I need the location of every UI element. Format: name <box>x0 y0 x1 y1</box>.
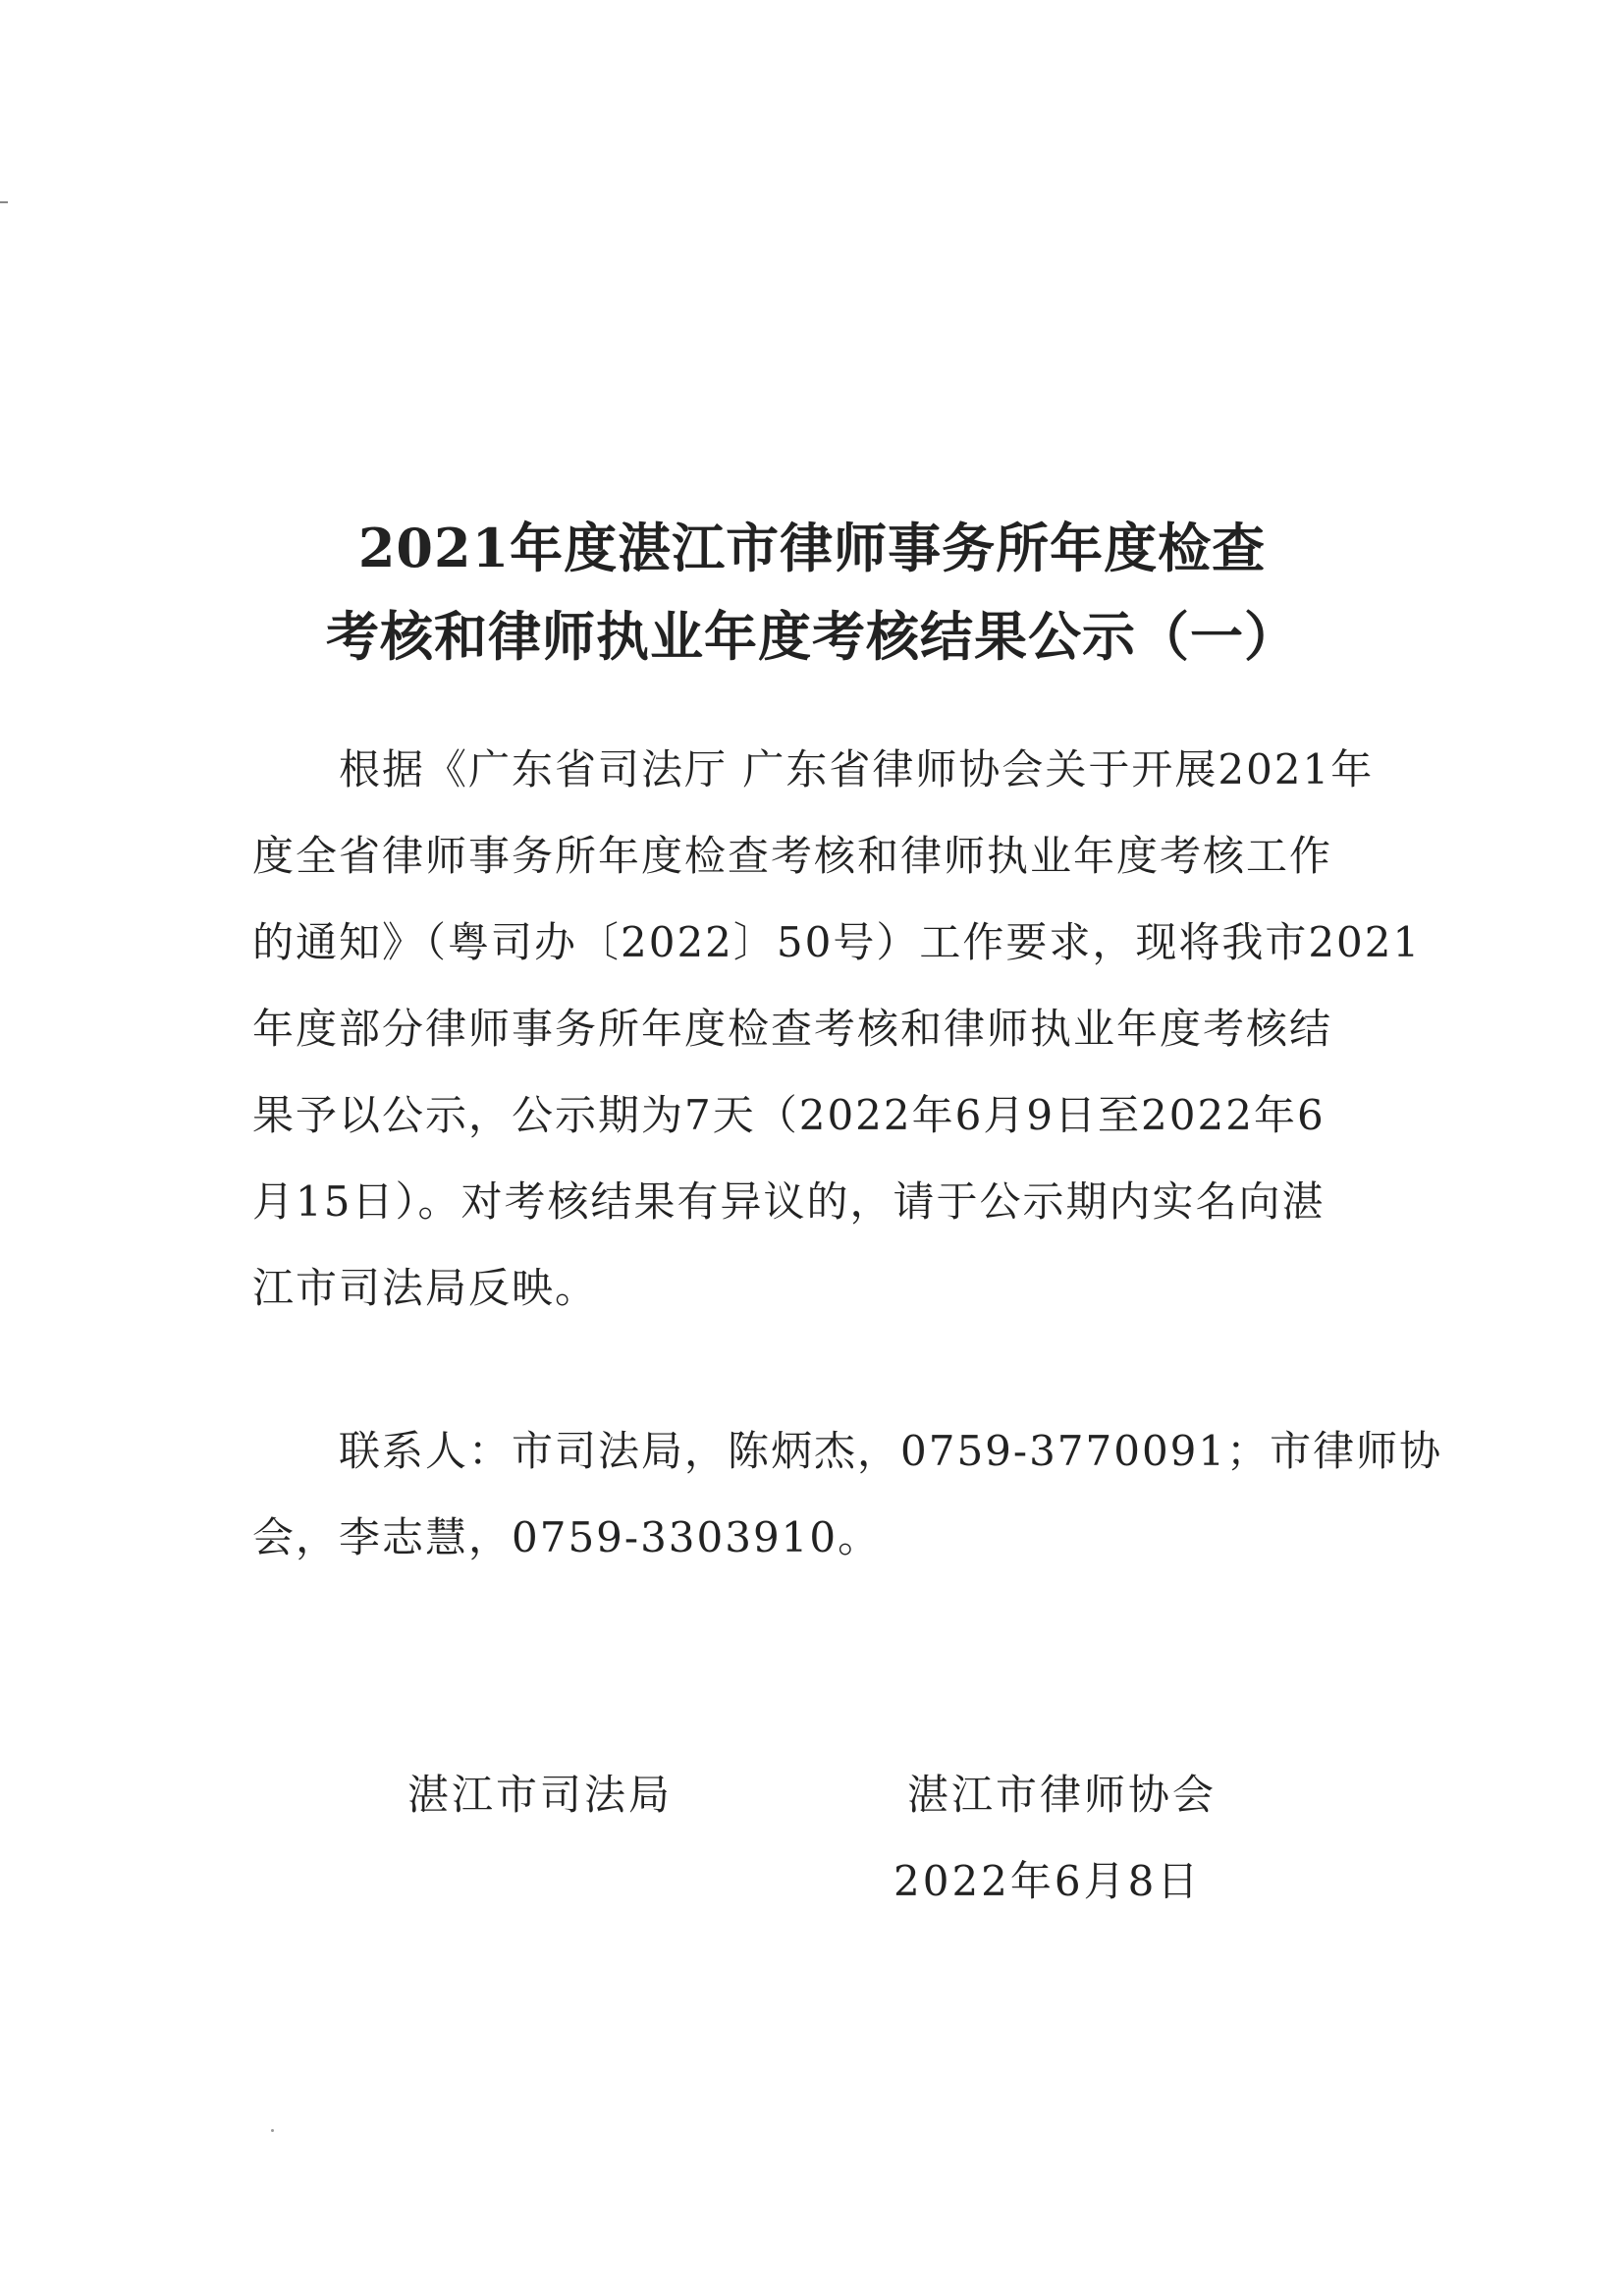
scan-edge-mark <box>0 201 8 203</box>
document-title-line-2: 考核和律师执业年度考核结果公示（一） <box>326 605 1298 669</box>
contact-line: 会，李志慧，0759-3303910。 <box>252 1513 882 1561</box>
body-line: 江市司法局反映。 <box>252 1264 599 1312</box>
body-line: 根据《广东省司法厅 广东省律师协会关于开展2021年 <box>252 745 1375 793</box>
body-line: 月15日）。对考核结果有异议的，请于公示期内实名向湛 <box>252 1177 1326 1226</box>
signature-association: 湛江市律师协会 <box>907 1771 1218 1819</box>
body-line: 果予以公示，公示期为7天（2022年6月9日至2022年6 <box>252 1091 1326 1139</box>
signature-date: 2022年6月8日 <box>893 1857 1202 1905</box>
contact-paragraph <box>252 1408 1443 1581</box>
body-line: 的通知》（粤司办〔2022〕50号）工作要求，现将我市2021 <box>252 918 1422 966</box>
contact-line: 联系人：市司法局，陈炳杰，0759-3770091；市律师协 <box>252 1427 1443 1475</box>
document-title-line-1: 2021年度湛江市律师事务所年度检查 <box>357 517 1267 580</box>
signature-bureau: 湛江市司法局 <box>407 1771 674 1819</box>
body-line: 年度部分律师事务所年度检查考核和律师执业年度考核结 <box>252 1005 1333 1053</box>
body-paragraph <box>252 727 1422 1332</box>
body-line: 度全省律师事务所年度检查考核和律师执业年度考核工作 <box>252 832 1333 880</box>
scan-speck <box>271 2129 274 2132</box>
